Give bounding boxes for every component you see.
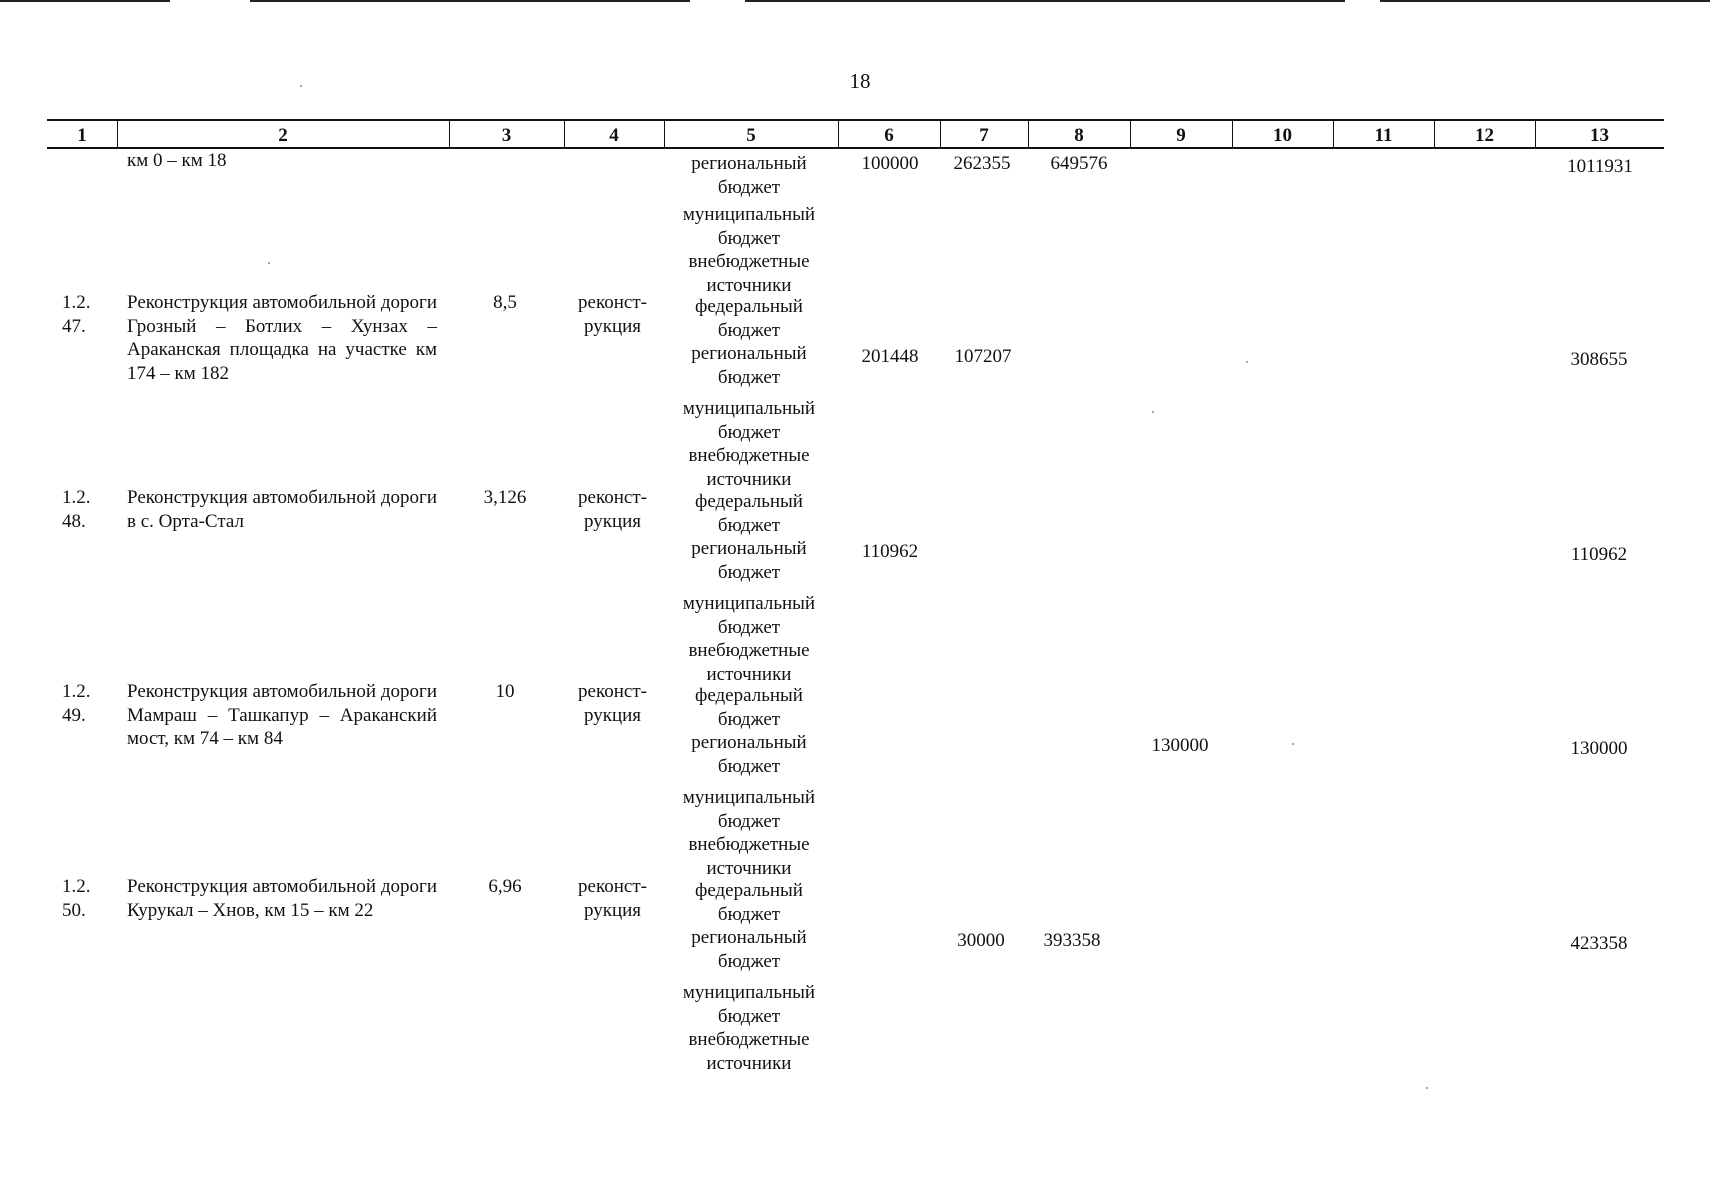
scan-speck (268, 262, 270, 264)
funding-source: внебюджетные источники (688, 1029, 810, 1074)
funding-source: муниципальный бюджет (682, 787, 816, 832)
header-cell-col5: 5 (746, 125, 756, 146)
table-header-rule (47, 147, 1664, 149)
row-number: 1.2. 48. (62, 487, 91, 532)
header-cell-col7: 7 (979, 125, 989, 146)
length-km: 10 (495, 681, 515, 702)
scan-speck (1246, 361, 1248, 363)
funding-source: внебюджетные источники (688, 251, 810, 296)
cell-col6: 201448 (861, 346, 919, 367)
length-km: 8,5 (493, 292, 517, 313)
cell-col13: 308655 (1570, 349, 1628, 370)
funding-source: муниципальный бюджет (682, 398, 816, 443)
funding-source: региональный бюджет (691, 927, 807, 972)
scan-speck (1292, 743, 1294, 745)
cell-col6: 100000 (861, 153, 919, 174)
header-cell-col1: 1 (77, 125, 87, 146)
funding-source: муниципальный бюджет (682, 593, 816, 638)
scan-speck (1152, 411, 1154, 413)
object-name: Реконструкция автомобильной дороги Мамраш – Ташкапур – Араканский мост, км 74 – км 84 (127, 681, 437, 749)
scan-edge-mark (250, 0, 690, 2)
work-type: реконст-рукция (578, 487, 647, 532)
scan-edge-mark (745, 0, 1345, 2)
header-cell-col12: 12 (1475, 125, 1494, 146)
scan-speck (1426, 1087, 1428, 1089)
funding-source: региональный бюджет (691, 153, 807, 198)
funding-source: муниципальный бюджет (682, 204, 816, 249)
funding-source: федеральный бюджет (695, 491, 803, 536)
funding-source: региональный бюджет (691, 732, 807, 777)
header-cell-col10: 10 (1273, 125, 1292, 146)
row-number: 1.2. 50. (62, 876, 91, 921)
work-type: реконст-рукция (578, 681, 647, 726)
cell-col13: 423358 (1570, 933, 1628, 954)
header-cell-col6: 6 (884, 125, 894, 146)
header-cell-col2: 2 (278, 125, 288, 146)
cell-col8: 393358 (1043, 930, 1101, 951)
header-cell-col9: 9 (1176, 125, 1186, 146)
page-number: 18 (849, 69, 871, 93)
funding-source: региональный бюджет (691, 538, 807, 583)
continuation-name: км 0 – км 18 (127, 150, 227, 171)
cell-col7: 262355 (953, 153, 1011, 174)
header-cell-col11: 11 (1374, 125, 1393, 146)
cell-col6: 110962 (861, 541, 919, 562)
funding-source: внебюджетные источники (688, 445, 810, 490)
cell-col7: 30000 (957, 930, 1005, 951)
funding-source: внебюджетные источники (688, 640, 810, 685)
scan-speck (300, 85, 302, 87)
cell-col8: 649576 (1050, 153, 1108, 174)
row-number: 1.2. 47. (62, 292, 91, 337)
funding-source: федеральный бюджет (695, 296, 803, 341)
work-type: реконст-рукция (578, 292, 647, 337)
cell-col7: 107207 (954, 346, 1012, 367)
scan-edge-mark (0, 0, 170, 2)
cell-col13: 110962 (1570, 544, 1628, 565)
scan-edge-mark (1380, 0, 1710, 2)
funding-source: внебюджетные источники (688, 834, 810, 879)
header-cell-col4: 4 (609, 125, 619, 146)
row-number: 1.2. 49. (62, 681, 91, 726)
funding-source: федеральный бюджет (695, 685, 803, 730)
header-cell-col13: 13 (1590, 125, 1609, 146)
length-km: 3,126 (483, 487, 527, 508)
cell-col13: 1011931 (1567, 156, 1633, 177)
funding-source: региональный бюджет (691, 343, 807, 388)
object-name: Реконструкция автомобильной дороги Грозный – Ботлих – Хунзах – Араканская площадка на участке км 174 – км 182 (127, 292, 437, 384)
length-km: 6,96 (488, 876, 522, 897)
header-cell-col3: 3 (501, 125, 512, 146)
cell-col9: 130000 (1151, 735, 1209, 756)
cell-col13: 130000 (1570, 738, 1628, 759)
table-top-rule (47, 119, 1664, 121)
object-name: Реконструкция автомобильной дороги Курукал – Хнов, км 15 – км 22 (127, 876, 437, 921)
funding-source: муниципальный бюджет (682, 982, 816, 1027)
header-cell-col8: 8 (1074, 125, 1084, 146)
work-type: реконст-рукция (578, 876, 647, 921)
object-name: Реконструкция автомобильной дороги в с. Орта-Стал (127, 487, 437, 532)
funding-source: федеральный бюджет (695, 880, 803, 925)
